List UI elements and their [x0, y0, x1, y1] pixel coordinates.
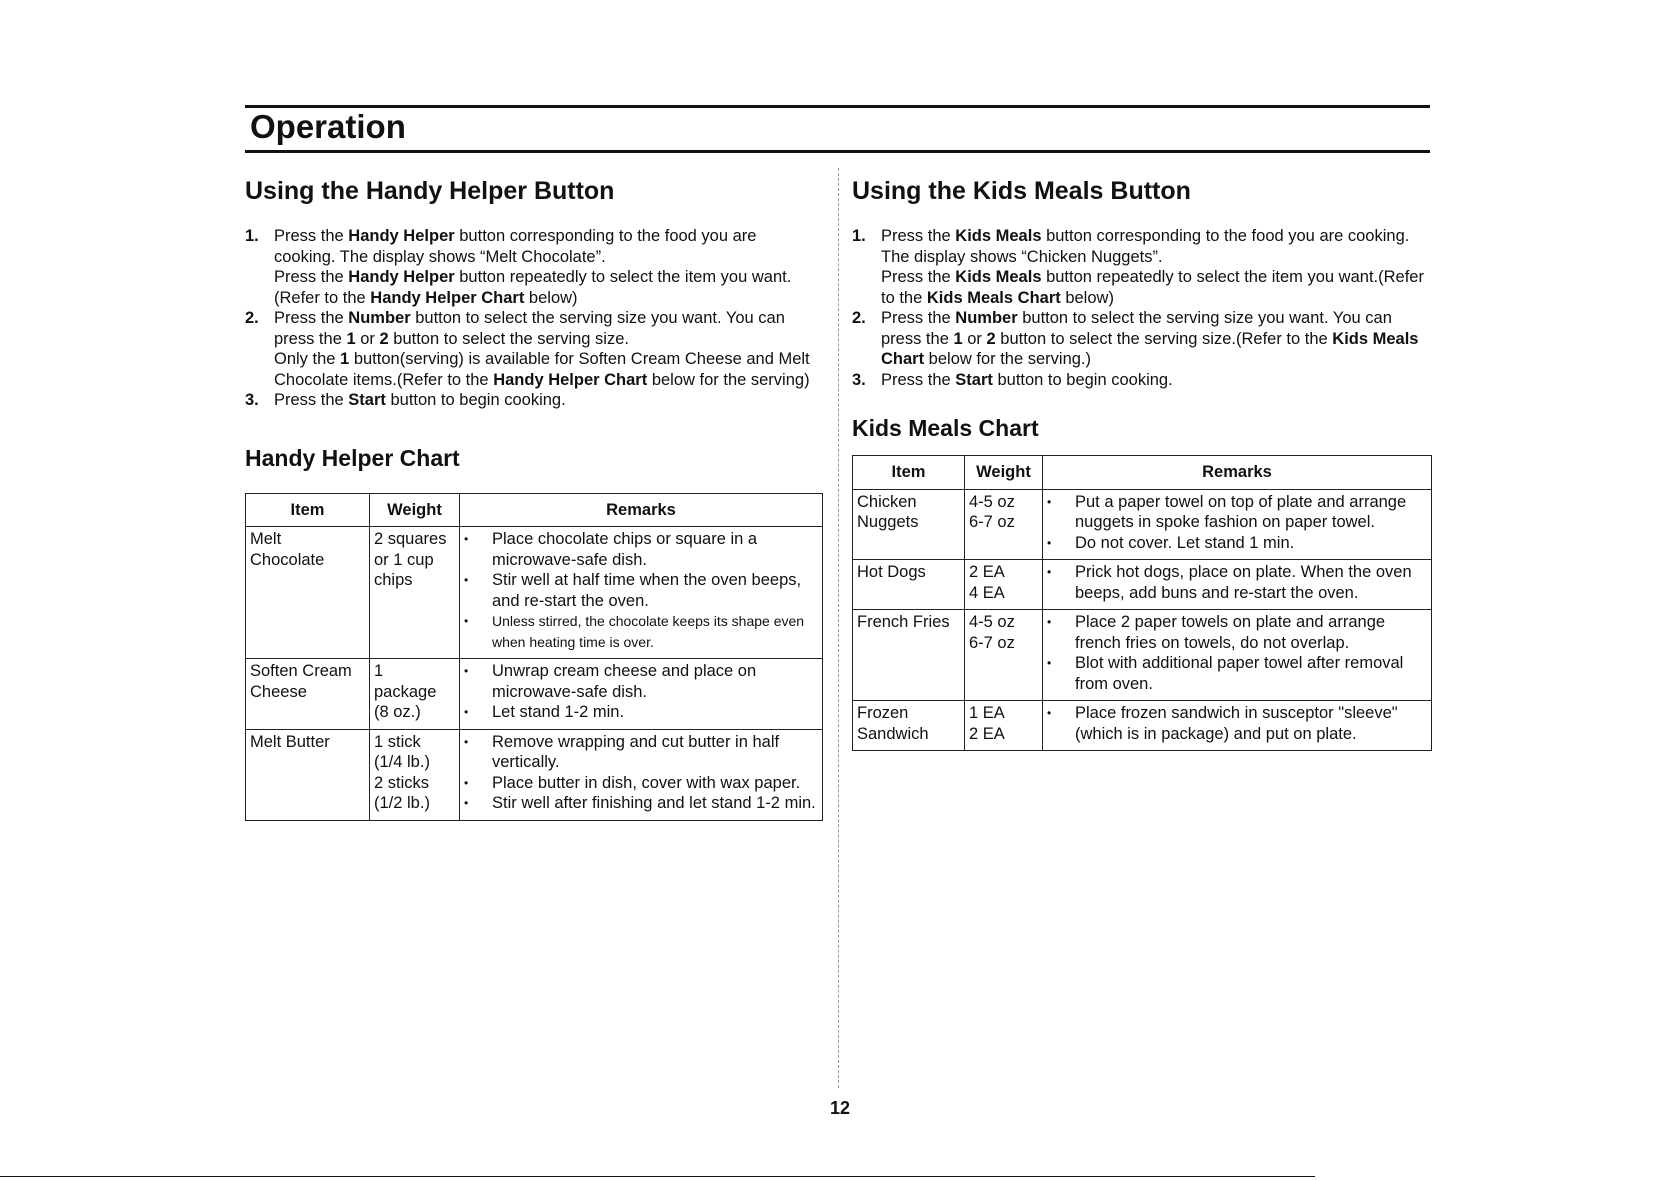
- remarks-list: [464, 529, 818, 652]
- step-number: 1.: [245, 227, 259, 245]
- remark-item: • Let stand 1-2 min.: [464, 702, 818, 723]
- weight-cell: 1 stick (1/4 lb.) 2 sticks (1/2 lb.): [370, 729, 460, 820]
- remark-item: • Place frozen sandwich in susceptor "sleeve" (which is in package) and put on plate.: [1047, 703, 1427, 744]
- bold-term: 1: [346, 329, 356, 348]
- remarks-cell: [1043, 701, 1432, 751]
- step-item: 2. Press the Number button to select the serving size you want. You can press the 1 or 2 button to select the serving size. Only the 1 button(serving) is available for Soften Cream Cheese and Melt Chocolate items.(Refer to the Handy Helper Chart below for the serving): [245, 309, 810, 389]
- step-item: 3. Press the Start button to begin cooking.: [852, 370, 1173, 389]
- weight-cell: 4-5 oz 6-7 oz: [965, 489, 1043, 560]
- table-row: [853, 560, 1432, 610]
- weight-cell: 1 EA 2 EA: [965, 701, 1043, 751]
- remark-item: • Unwrap cream cheese and place on microwave-safe dish.: [464, 661, 818, 702]
- item-cell: Hot Dogs: [853, 560, 965, 610]
- title-top-rule: [245, 105, 1430, 108]
- step-item: 2. Press the Number button to select the serving size you want. You can press the 1 or 2 button to select the serving size.(Refer to the Kids Meals Chart below for the serving.): [852, 309, 1419, 368]
- item-cell: Chicken Nuggets: [853, 489, 965, 560]
- item-cell: Melt Chocolate: [246, 527, 370, 659]
- remark-item: • Stir well at half time when the oven beeps, and re-start the oven.: [464, 570, 818, 611]
- table-row: [853, 610, 1432, 701]
- bold-term: 1: [340, 350, 350, 368]
- remark-item: • Prick hot dogs, place on plate. When the oven beeps, add buns and re-start the oven.: [1047, 562, 1427, 603]
- step-number: 3.: [245, 391, 259, 409]
- remarks-list: [1047, 492, 1427, 554]
- remark-item: • Place 2 paper towels on plate and arrange french fries on towels, do not overlap.: [1047, 612, 1427, 653]
- bold-term: Handy Helper: [348, 227, 455, 245]
- weight-cell: 2 squares or 1 cup chips: [370, 527, 460, 659]
- bold-term: Number: [348, 309, 411, 327]
- bold-term: Kids Meals: [955, 268, 1042, 286]
- bold-term: Number: [955, 309, 1018, 327]
- handy-helper-heading: Using the Handy Helper Button: [245, 177, 615, 205]
- item-cell: Soften Cream Cheese: [246, 659, 370, 730]
- table-row: [246, 527, 823, 659]
- remark-item: • Place chocolate chips or square in a microwave-safe dish.: [464, 529, 818, 570]
- handy-helper-chart-title: Handy Helper Chart: [245, 444, 460, 471]
- bold-term: Start: [348, 391, 386, 409]
- bold-term: Kids Meals Chart: [881, 329, 1419, 368]
- remarks-cell: [460, 527, 823, 659]
- bold-term: 2: [986, 329, 996, 348]
- remarks-cell: [1043, 560, 1432, 610]
- column-header-item: Item: [853, 456, 965, 490]
- remarks-cell: [460, 659, 823, 730]
- column-header-remarks: Remarks: [1043, 456, 1432, 490]
- table-row: [246, 729, 823, 820]
- step-item: 1. Press the Kids Meals button corresponding to the food you are cooking. The display shows “Chicken Nuggets”. Press the Kids Meals button repeatedly to select the item you want.(Refer to the Kids Meals Chart below): [852, 227, 1424, 307]
- step-number: 2.: [245, 309, 259, 327]
- bold-term: Handy Helper Chart: [493, 370, 648, 389]
- remark-item: • Place butter in dish, cover with wax paper.: [464, 773, 818, 794]
- remarks-list: [1047, 562, 1427, 603]
- handy-helper-section: [245, 168, 820, 821]
- item-cell: French Fries: [853, 610, 965, 701]
- bold-term: 1: [953, 329, 963, 348]
- remark-item: • Stir well after finishing and let stand 1-2 min.: [464, 793, 818, 814]
- step-number: 1.: [852, 227, 866, 245]
- column-header-remarks: Remarks: [460, 493, 823, 527]
- kids-meals-section: [852, 168, 1432, 751]
- page-number: 12: [830, 1098, 851, 1118]
- remarks-list: [1047, 612, 1427, 694]
- column-divider: [838, 168, 839, 1088]
- table-row: [853, 701, 1432, 751]
- bold-term: Handy Helper: [348, 268, 455, 286]
- kids-meals-steps: [852, 226, 1432, 390]
- bottom-rule: [0, 1176, 1315, 1177]
- bold-term: Kids Meals Chart: [926, 288, 1061, 307]
- item-cell: Frozen Sandwich: [853, 701, 965, 751]
- remarks-list: [1047, 703, 1427, 744]
- remarks-cell: [460, 729, 823, 820]
- table-header-row: [853, 456, 1432, 490]
- remark-item: • Unless stirred, the chocolate keeps its shape even when heating time is over.: [464, 611, 818, 652]
- step-number: 2.: [852, 309, 866, 327]
- kids-meals-chart: [852, 455, 1432, 751]
- weight-cell: 1 package (8 oz.): [370, 659, 460, 730]
- remark-item: • Do not cover. Let stand 1 min.: [1047, 533, 1427, 554]
- column-header-weight: Weight: [370, 493, 460, 527]
- bold-term: Handy Helper Chart: [370, 288, 525, 307]
- remark-item: • Remove wrapping and cut butter in half vertically.: [464, 732, 818, 773]
- step-item: 3. Press the Start button to begin cooking.: [245, 391, 566, 409]
- remark-item: • Blot with additional paper towel after removal from oven.: [1047, 653, 1427, 694]
- kids-meals-heading: Using the Kids Meals Button: [852, 177, 1191, 205]
- page-title: Operation: [250, 108, 406, 145]
- table-row: [246, 659, 823, 730]
- weight-cell: 4-5 oz 6-7 oz: [965, 610, 1043, 701]
- remark-item: • Put a paper towel on top of plate and arrange nuggets in spoke fashion on paper towel.: [1047, 492, 1427, 533]
- remarks-list: [464, 732, 818, 814]
- step-item: 1. Press the Handy Helper button corresponding to the food you are cooking. The display shows “Melt Chocolate”. Press the Handy Helper button repeatedly to select the item you want.(Refer to the Handy Helper Chart below): [245, 227, 792, 307]
- weight-cell: 2 EA 4 EA: [965, 560, 1043, 610]
- remarks-list: [464, 661, 818, 723]
- table-header-row: [246, 493, 823, 527]
- bold-term: Start: [955, 370, 993, 389]
- table-row: [853, 489, 1432, 560]
- item-cell: Melt Butter: [246, 729, 370, 820]
- bold-term: 2: [379, 329, 389, 348]
- kids-meals-chart-title: Kids Meals Chart: [852, 415, 1039, 441]
- step-number: 3.: [852, 370, 866, 389]
- bold-term: Kids Meals: [955, 227, 1042, 245]
- remarks-cell: [1043, 610, 1432, 701]
- column-header-weight: Weight: [965, 456, 1043, 490]
- title-bottom-rule: [245, 150, 1430, 153]
- handy-helper-chart: [245, 493, 823, 821]
- column-header-item: Item: [246, 493, 370, 527]
- remarks-cell: [1043, 489, 1432, 560]
- handy-helper-steps: [245, 226, 820, 411]
